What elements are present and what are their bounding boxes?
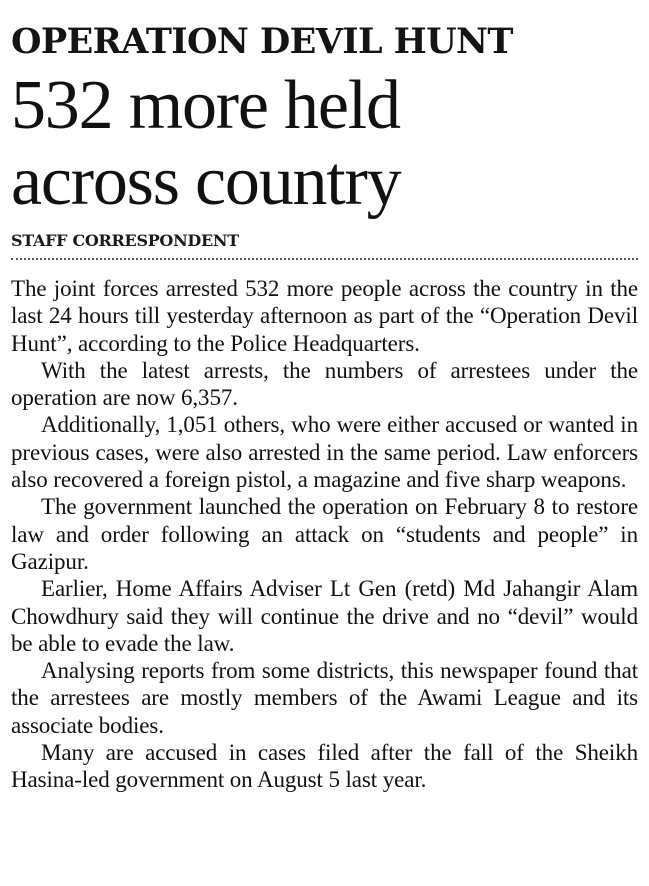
body-paragraph-4: The government launched the operation on February 8 to restore law and order following an attack on “students and people” in Gazipur. [11,494,638,574]
article-headline [11,68,638,220]
article-body [11,275,638,794]
article-kicker: OPERATION DEVIL HUNT [11,21,513,62]
byline-divider [11,258,638,260]
news-article [11,0,638,794]
headline-line-1: 532 more held [11,67,400,144]
body-paragraph-6: Analysing reports from some districts, this newspaper found that the arrestees are mostly members of the Awami League and its associate bodies. [11,658,638,738]
body-paragraph-5: Earlier, Home Affairs Adviser Lt Gen (retd) Md Jahangir Alam Chowdhury said they will continue the drive and no “devil” would be able to evade the law. [11,576,638,656]
body-paragraph-1: The joint forces arrested 532 more people across the country in the last 24 hours till yesterday afternoon as part of the “Operation Devil Hunt”, according to the Police Headquarters. [11,276,638,356]
article-byline: STAFF CORRESPONDENT [11,231,239,250]
body-paragraph-7: Many are accused in cases filed after the fall of the Sheikh Hasina-led government on August 5 last year. [11,740,638,793]
body-paragraph-3: Additionally, 1,051 others, who were either accused or wanted in previous cases, were also arrested in the same period. Law enforcers also recovered a foreign pistol, a magazine and five sharp weapons. [11,412,638,493]
body-paragraph-2: With the latest arrests, the numbers of arrestees under the operation are now 6,357. [11,357,638,411]
headline-line-2: across country [11,143,401,220]
